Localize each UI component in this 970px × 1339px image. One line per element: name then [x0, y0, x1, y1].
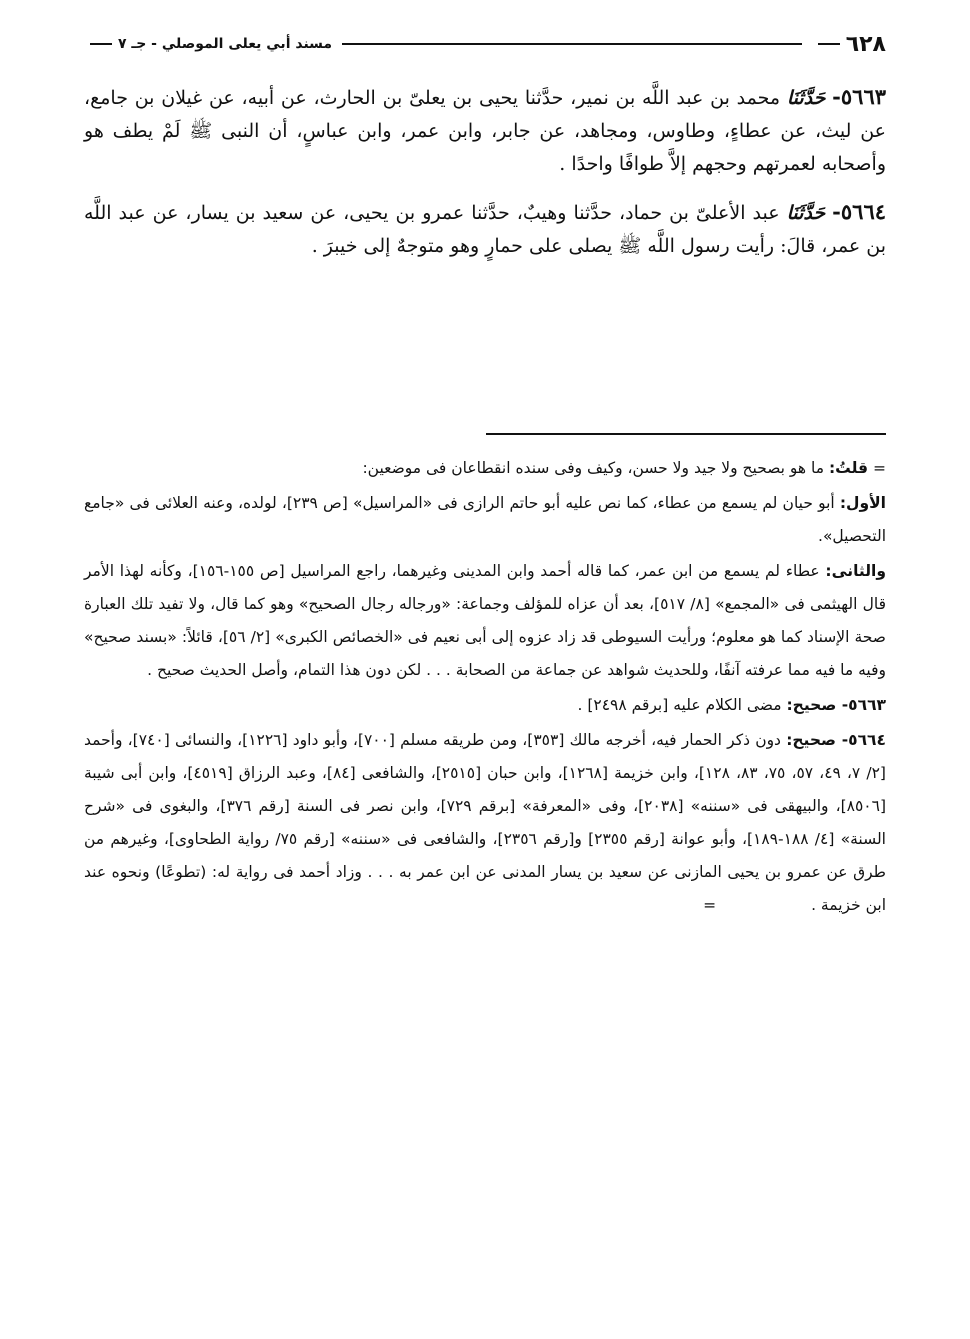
- continuation-mark: =: [703, 896, 717, 914]
- hadith-number: ٥٦٦٤-: [832, 199, 887, 224]
- footnote-label: والثانى:: [825, 562, 886, 580]
- hadith-5663: [84, 80, 886, 181]
- page-number: ٦٢٨: [845, 31, 886, 57]
- continuation-mark: =: [873, 459, 886, 477]
- footnote-first: [84, 487, 886, 553]
- header-rule-short: [818, 43, 840, 45]
- hadith-5664: [84, 195, 886, 263]
- footnote-text: عطاء لم يسمع من ابن عمر، كما قاله أحمد وابن المدينى وغيرهما، راجع المراسيل [ص ١٥٥-١٥٦]، وكأنه لهذا الأمر قال الهيثمى فى «المجمع» [٨/ ٥١٧]، بعد أن عزاه للمؤلف وجماعة: «ورجاله رجال الصحيح» وهو كما قال، ولا تفيد تلك العبارة صحة الإسناد كما هو معلوم؛ ورأيت السيوطى قد زاد عزوه إلى أبى نعيم فى «الخصائص الكبرى» [٢/ ٥٦]، قائلاً: «بسند صحيح» وفيه ما فيه مما عرفته آنفًا، وللحديث شواهد عن جماعة من الصحابة . . . لكن دون هذا التمام، وأصل الحديث صحيح .: [84, 562, 886, 679]
- header-rule: [342, 43, 802, 45]
- footnote-label: الأول:: [839, 494, 886, 512]
- hadith-text: محمد بن عبد اللَّه بن نمير، حدَّثنا يحيى بن يعلىّ بن الحارث، عن أبيه، عن غيلان بن جامع، عن ليث، عن عطاءٍ، وطاوس، ومجاهد، عن جابر، وابن عمر، وابن عباسٍ، أن النبى ﷺ لَمْ يطف هو وأصحابه لعمرتهم وحجهم إلاَّ طوافًا واحدًا .: [84, 87, 886, 175]
- hadith-section: [84, 80, 886, 277]
- footnotes: [84, 452, 886, 922]
- footnote-text: دون ذكر الحمار فيه، أخرجه مالك [٣٥٣]، ومن طريقه مسلم [٧٠٠]، وأبو داود [١٢٢٦]، والنسائى [٧٤٠]، وأحمد [٢/ ٧، ٤٩، ٥٧، ٧٥، ٨٣، ١٢٨]، وابن خزيمة [١٢٦٨]، وابن حبان [٢٥١٥]، والشافعى [٨٤]، وعبد الرزاق [٤٥١٩]، وابن أبى شيبة [٨٥٠٦]، والبيهقى فى «سننه» [٢٠٣٨]، وفى «المعرفة» [برقم ٧٢٩]، وابن نصر فى السنة [رقم ٣٧٦]، والبغوى فى «شرح السنة» [٤/ ١٨٨-١٨٩]، وأبو عوانة [رقم ٢٣٥٥] و[رقم ٢٣٥٦]، والشافعى فى «سننه» [رقم ٧٥/ رواية الطحاوى]، وغيرهم من طرق عن عمرو بن يحيى المازنى عن سعيد بن يسار المدنى عن ابن عمر به . . . وزاد أحمد فى رواية له: (تطوعًا) ونحوه عند ابن خزيمة .: [84, 731, 887, 914]
- footnote-separator: [486, 433, 886, 435]
- footnote-5664: [84, 724, 886, 922]
- footnote-note1: [84, 452, 886, 485]
- header-rule-end: [90, 43, 112, 45]
- footnote-second: [84, 555, 886, 687]
- hadith-lead: حَدَّثَنَا: [786, 87, 826, 109]
- footnote-label: ٥٦٦٤- صحيح:: [786, 731, 886, 749]
- footnote-label: قلتُ:: [828, 459, 869, 477]
- hadith-text: عبد الأعلىّ بن حماد، حدَّثنا وهيبٌ، حدَّثنا عمرو بن يحيى، عن سعيد بن يسار، عن عبد اللَّه بن عمر، قالَ: رأيت رسول اللَّه ﷺ يصلى على حمارٍ وهو متوجهٌ إلى خيبرَ .: [84, 202, 886, 257]
- footnote-label: ٥٦٦٣- صحيح:: [786, 696, 886, 714]
- footnote-text: ما هو بصحيح ولا جيد ولا حسن، وكيف وفى سنده انقطاعان فى موضعين:: [362, 459, 825, 477]
- running-title: مسند أبي يعلى الموصلي - جـ ٧: [118, 36, 333, 52]
- footnote-5663: [84, 689, 886, 722]
- page-header: [84, 28, 886, 60]
- footnote-text: مضى الكلام عليه [برقم ٢٤٩٨] .: [577, 696, 782, 714]
- hadith-lead: حَدَّثَنَا: [786, 202, 826, 224]
- hadith-number: ٥٦٦٣-: [832, 84, 887, 109]
- footnote-text: أبو حيان لم يسمع من عطاء، كما نص عليه أبو حاتم الرازى فى «المراسيل» [ص ٢٣٩]، لولده، وعنه العلائى فى «جامع التحصيل».: [84, 494, 886, 545]
